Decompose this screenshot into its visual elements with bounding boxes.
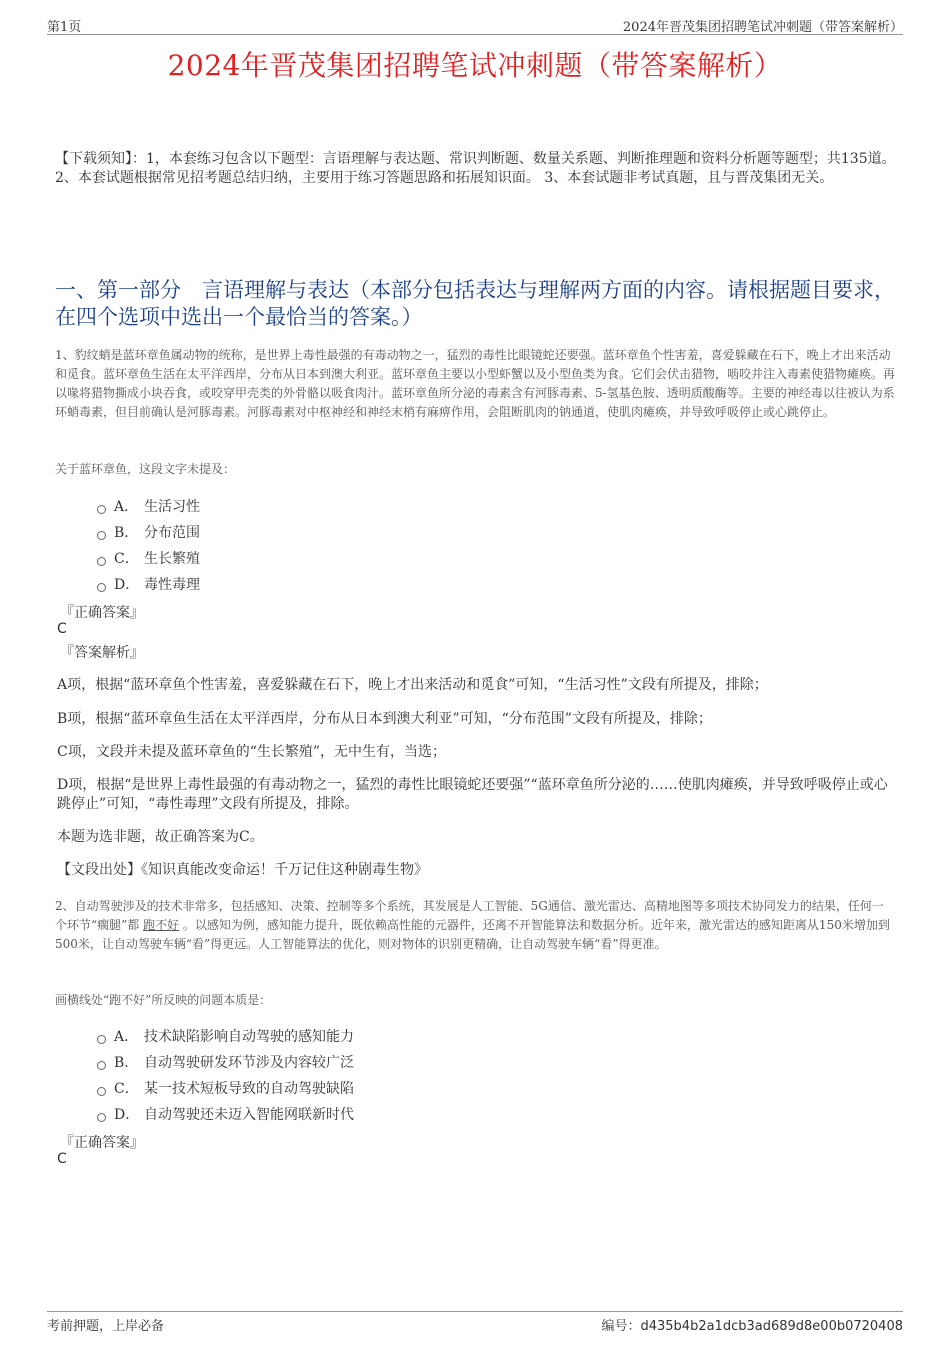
header-doc-title: 2024年晋茂集团招聘笔试冲刺题（带答案解析） (622, 20, 903, 35)
q1-analysis-conclusion: 本题为选非题，故正确答案为C。 (57, 829, 264, 845)
question-1-prompt: 关于蓝环章鱼，这段文字未提及： (55, 462, 236, 476)
section-heading: 一、第一部分 言语理解与表达（本部分包括表达与理解两方面的内容。请根据题目要求，在四个选项中选出一个最恰当的答案。） (55, 278, 895, 329)
footer-code: 编号：d435b4b2a1dcb3ad689d8e00b0720408 (601, 1319, 903, 1334)
radio-icon[interactable] (97, 1113, 106, 1122)
q2-option-d[interactable]: D． 自动驾驶还未迈入智能网联新时代 (97, 1101, 354, 1127)
question-2-prompt: 画横线处“跑不好”所反映的问题本质是： (55, 993, 272, 1007)
q1-analysis-label: 『答案解析』 (60, 645, 144, 661)
q1-option-c[interactable]: C． 生长繁殖 (97, 545, 200, 571)
radio-icon[interactable] (97, 557, 106, 566)
q1-analysis-a: A项，根据“蓝环章鱼个性害羞，喜爱躲藏在石下，晚上才出来活动和觅食”可知，“生活习性”文段有所提及，排除； (57, 677, 768, 693)
q2-answer-label: 『正确答案』 (60, 1135, 144, 1151)
question-1-text: 1、豹纹蛸是蓝环章鱼属动物的统称，是世界上毒性最强的有毒动物之一，猛烈的毒性比眼镜蛇还要强。蓝环章鱼个性害羞，喜爱躲藏在石下，晚上才出来活动和觅食。蓝环章鱼生活在太平洋西岸，分布从日本到澳大利亚。蓝环章鱼主要以小型虾蟹以及小型鱼类为食。它们会伏击猎物，啮咬并注入毒素使猎物瘫痪。再以喙将猎物撕成小块吞食，或咬穿甲壳类的外骨骼以吸食肉汁。蓝环章鱼所分泌的毒素含有河豚毒素、5-氢基色胺、透明质酸酶等。主要的神经毒以往被认为系环蛸毒素，但目前确认是河豚毒素。河豚毒素对中枢神经和神经末梢有麻痹作用，会阻断肌肉的钠通道，使肌肉瘫痪，并导致呼吸停止或心跳停止。 (55, 348, 896, 419)
q1-option-d[interactable]: D． 毒性毒理 (97, 571, 200, 597)
download-notice: 【下载须知】：1，本套练习包含以下题型：言语理解与表达题、常识判断题、数量关系题、判断推理题和资料分析题等题型；共135道。 2、本套试题根据常见招考题总结归纳，主要用于练习答题思路和拓展知识面。 3、本套试题非考试真题，且与晋茂集团无关。 (55, 151, 896, 186)
question-2-text: 2、自动驾驶涉及的技术非常多，包括感知、决策、控制等多个系统，其发展是人工智能、5G通信、激光雷达、高精地图等多项技术协同发力的结果，任何一个环节“瘸腿”都 跑不好 。以感知为例，感知能力提升，既依赖高性能的元器件，还离不开智能算法和数据分析。近年来，激光雷达的感知距离从150米增加到500米，让自动驾驶车辆“看”得更远。人工智能算法的优化，则对物体的识别更精确，让自动驾驶车辆“看”得更准。 (55, 899, 890, 951)
radio-icon[interactable] (97, 1035, 106, 1044)
q2-answer: C (57, 1151, 67, 1167)
page-footer (47, 1311, 903, 1337)
page-number: 第1页 (47, 20, 82, 35)
question-1-options (97, 493, 200, 597)
q2-option-b[interactable]: B． 自动驾驶研发环节涉及内容较广泛 (97, 1049, 354, 1075)
page-title: 2024年晋茂集团招聘笔试冲刺题（带答案解析） (167, 49, 783, 82)
q1-option-b[interactable]: B． 分布范围 (97, 519, 200, 545)
radio-icon[interactable] (97, 1061, 106, 1070)
q1-option-a[interactable]: A． 生活习性 (97, 493, 200, 519)
q1-source: 【文段出处】《知识真能改变命运！千万记住这种剧毒生物》 (57, 862, 428, 878)
q1-answer-label: 『正确答案』 (60, 605, 144, 621)
underlined-phrase: 跑不好 (143, 918, 180, 932)
q1-analysis-c: C项，文段并未提及蓝环章鱼的“生长繁殖”，无中生有，当选； (57, 744, 447, 760)
question-2-options (97, 1023, 354, 1127)
q2-option-c[interactable]: C． 某一技术短板导致的自动驾驶缺陷 (97, 1075, 354, 1101)
q1-analysis-d: D项，根据“是世界上毒性最强的有毒动物之一，猛烈的毒性比眼镜蛇还要强”“蓝环章鱼所分泌的……使肌肉瘫痪，并导致呼吸停止或心跳停止”可知，“毒性毒理”文段有所提及，排除。 (57, 777, 888, 812)
q1-analysis-b: B项，根据“蓝环章鱼生活在太平洋西岸，分布从日本到澳大利亚”可知，“分布范围”文段有所提及，排除； (57, 711, 712, 727)
q1-answer: C (57, 621, 67, 637)
footer-slogan: 考前押题，上岸必备 (47, 1319, 165, 1334)
radio-icon[interactable] (97, 505, 106, 514)
radio-icon[interactable] (97, 531, 106, 540)
radio-icon[interactable] (97, 583, 106, 592)
q2-option-a[interactable]: A． 技术缺陷影响自动驾驶的感知能力 (97, 1023, 354, 1049)
page-header (47, 14, 903, 35)
radio-icon[interactable] (97, 1087, 106, 1096)
